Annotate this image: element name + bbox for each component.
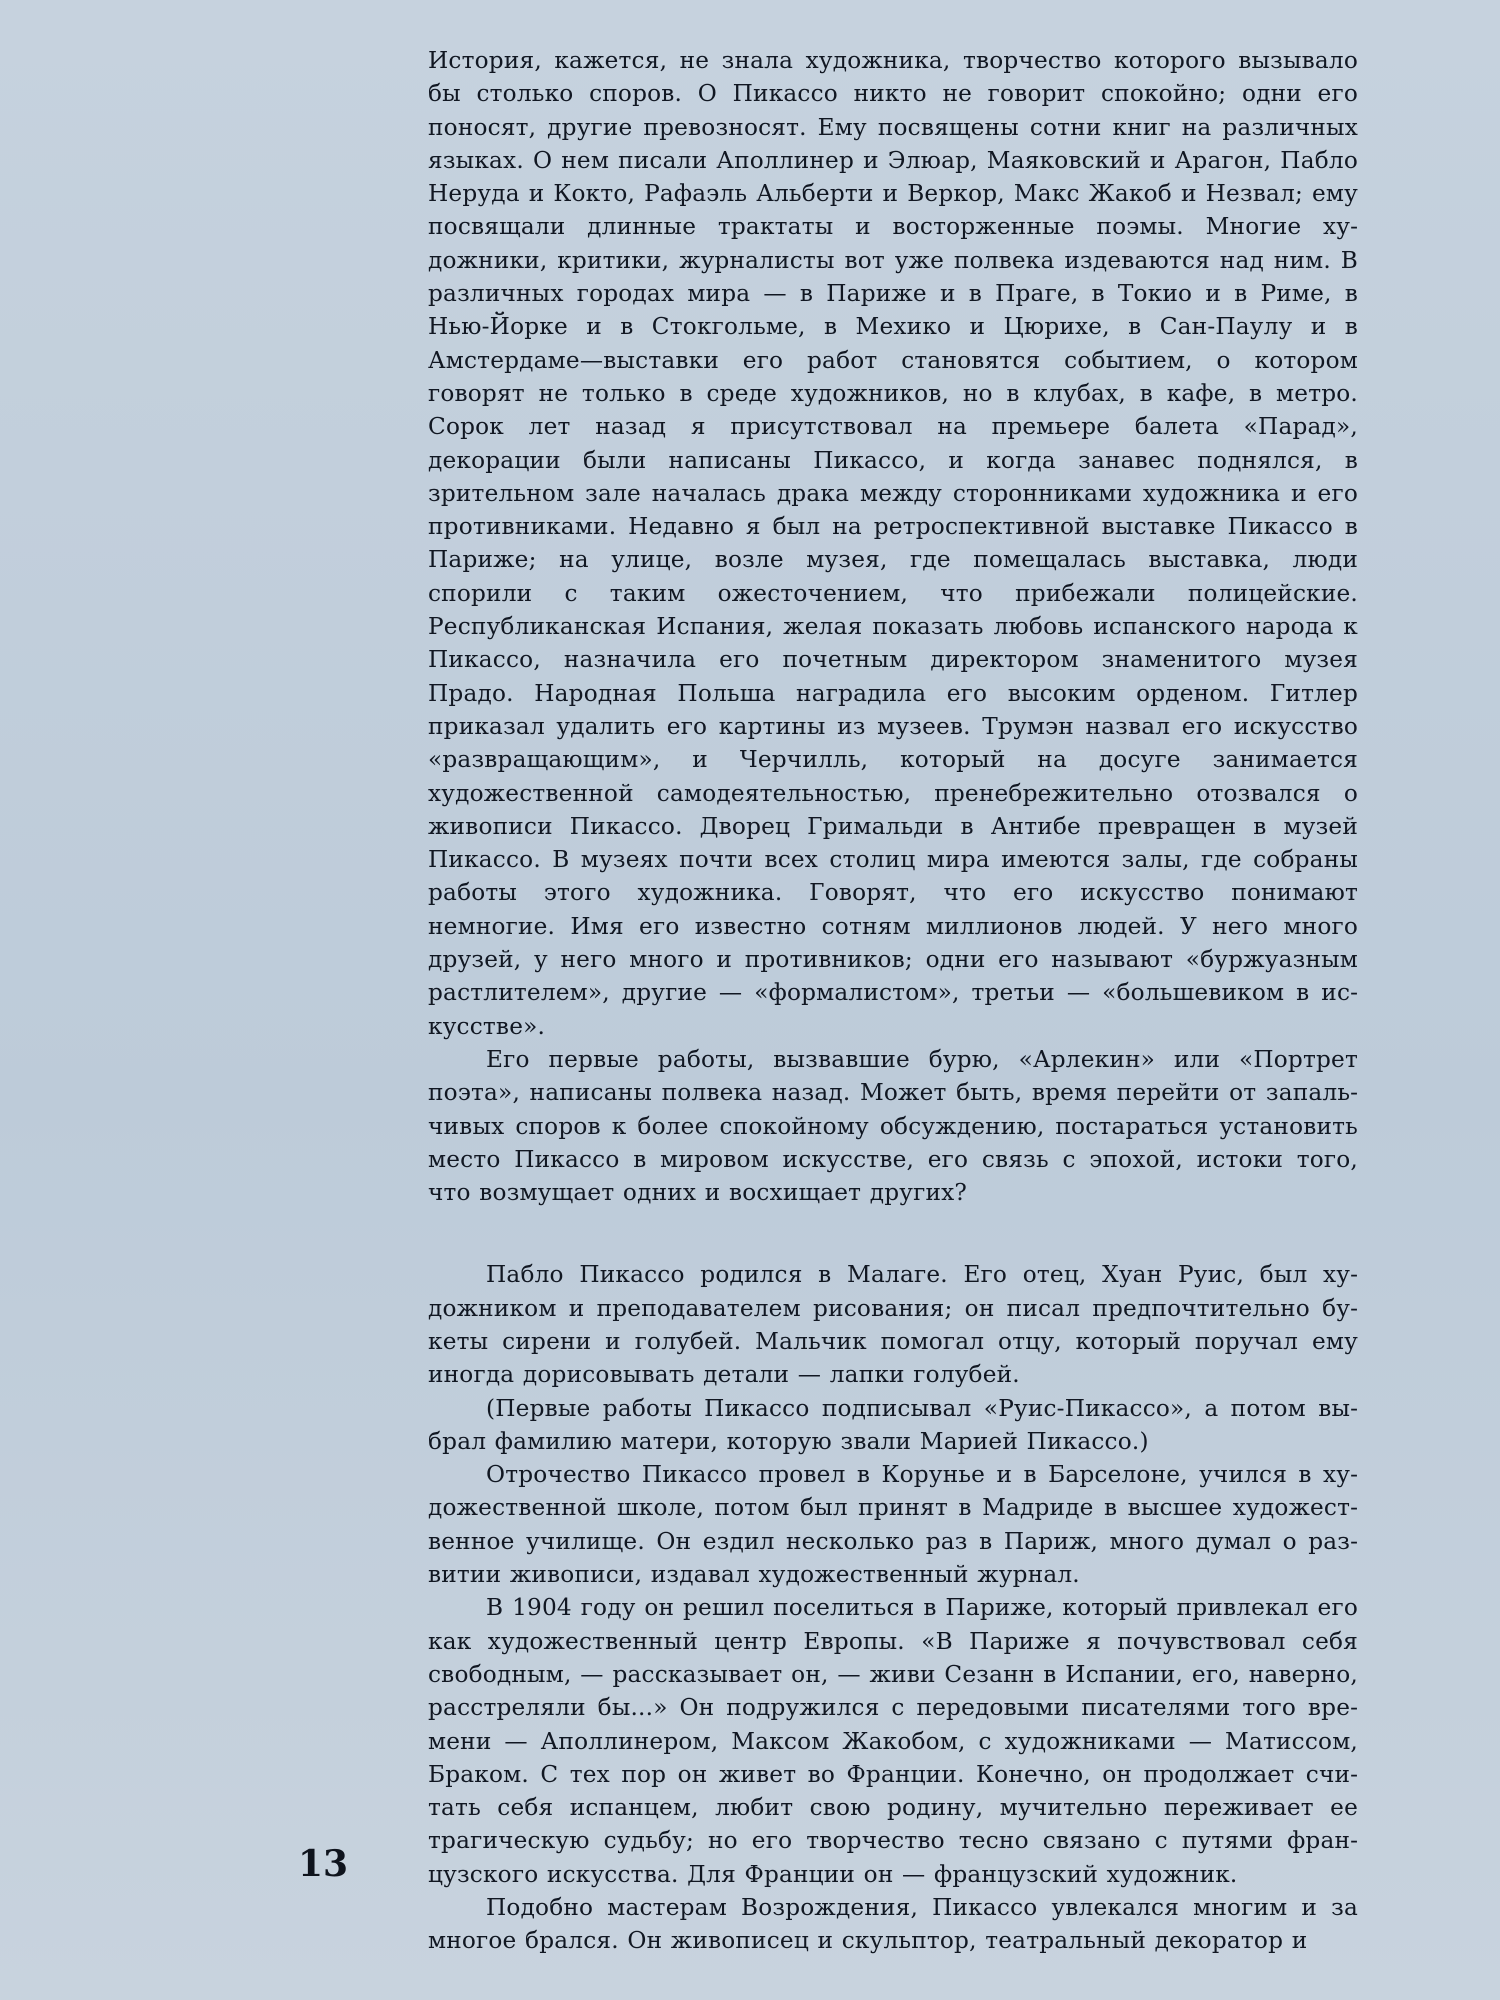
paragraph-6: В 1904 году он решил поселиться в Париже, который привлекал его как художественный центр Европы. «В Париже я почувствовал себя свободным, — рассказывает он, — живи Сезанн в Испании, его, наверно, расстреляли бы...» Он подружился с передовыми писателями того времени — Аполлинером, Максом Жакобом, с художниками — Матиссом, Браком. С тех пор он живет во Франции. Конечно, он продолжает считать себя испанцем, любит свою родину, мучительно переживает ее трагическую судьбу; но его творчество тесно связано с путями французского искусства. Для Франции он — французский художник. <box>428 1594 1358 1888</box>
paragraph-5: Отрочество Пикассо провел в Корунье и в Барселоне, учился в художественной школе, потом был принят в Мадриде в высшее художественное училище. Он ездил несколько раз в Париж, много думал о развитии живописи, издавал художественный журнал. <box>428 1461 1358 1589</box>
paragraph-1: История, кажется, не знала художника, творчество которого вызывало бы столько споров. О Пикассо никто не говорит спокойно; одни его поносят, другие превозносят. Ему посвящены сотни книг на различных языках. О нем писали Аполлинер и Элюар, Маяковский и Арагон, Пабло Неруда и Кокто, Рафаэль Альберти и Веркор, Макс Жакоб и Незвал; ему посвящали длинные трактаты и восторженные поэмы. Многие художники, критики, журналисты вот уже полвека издеваются над ним. В различных городах мира — в Париже и в Праге, в Токио и в Риме, в Нью-Йорке и в Стокгольме, в Мехико и Цюрихе, в Сан-Паулу и в Амстердаме—выставки его работ становятся событием, о котором говорят не только в среде художников, но в клубах, в кафе, в метро. Сорок лет назад я присутствовал на премьере балета «Парад», декорации были написаны Пикассо, и когда занавес поднялся, в зрительном зале началась драка между сторонниками художника и его противниками. Недавно я был на ретроспективной выставке Пикассо в Париже; на улице, возле музея, где помещалась выставка, люди спорили с таким ожесточением, что прибежали полицейские. Республиканская Испания, желая показать любовь испанского народа к Пикассо, назначила его почетным директором знаменитого музея Прадо. Народная Польша наградила его высоким орденом. Гитлер приказал удалить его картины из музеев. Трумэн назвал его искусство «развращающим», и Черчилль, который на досуге занимается художественной самодеятельностью, пренебрежительно отозвался о живописи Пикассо. Дворец Гримальди в Антибе превращен в музей Пикассо. В музеях почти всех столиц мира имеются залы, где собраны работы этого художника. Говорят, что его искусство понимают немногие. Имя его известно сотням миллионов людей. У него много друзей, у него много и противников; одни его называют «буржуазным растлителем», другие — «формалистом», третьи — «большевиком в искусстве». <box>428 47 1358 1040</box>
paragraph-7: Подобно мастерам Возрождения, Пикассо увлекался многим и за многое брался. Он живописец и скульптор, театральный декоратор и <box>428 1894 1358 1955</box>
page-number: 13 <box>298 1843 349 1885</box>
paragraph-4: (Первые работы Пикассо подписывал «Руис-Пикассо», а потом выбрал фамилию матери, которую звали Марией Пикассо.) <box>428 1394 1358 1455</box>
text-column <box>428 44 1358 1958</box>
section-break <box>428 1209 1358 1258</box>
paragraph-3: Пабло Пикассо родился в Малаге. Его отец, Хуан Руис, был художником и преподавателем рисования; он писал предпочтительно букеты сирени и голубей. Мальчик помогал отцу, который поручал ему иногда дорисовывать детали — лапки голубей. <box>428 1261 1358 1389</box>
paragraph-2: Его первые работы, вызвавшие бурю, «Арлекин» или «Портрет поэта», написаны полвека назад. Может быть, время перейти от запальчивых споров к более спокойному обсуждению, постараться установить место Пикассо в мировом искусстве, его связь с эпохой, истоки того, что возмущает одних и восхищает других? <box>428 1045 1358 1207</box>
